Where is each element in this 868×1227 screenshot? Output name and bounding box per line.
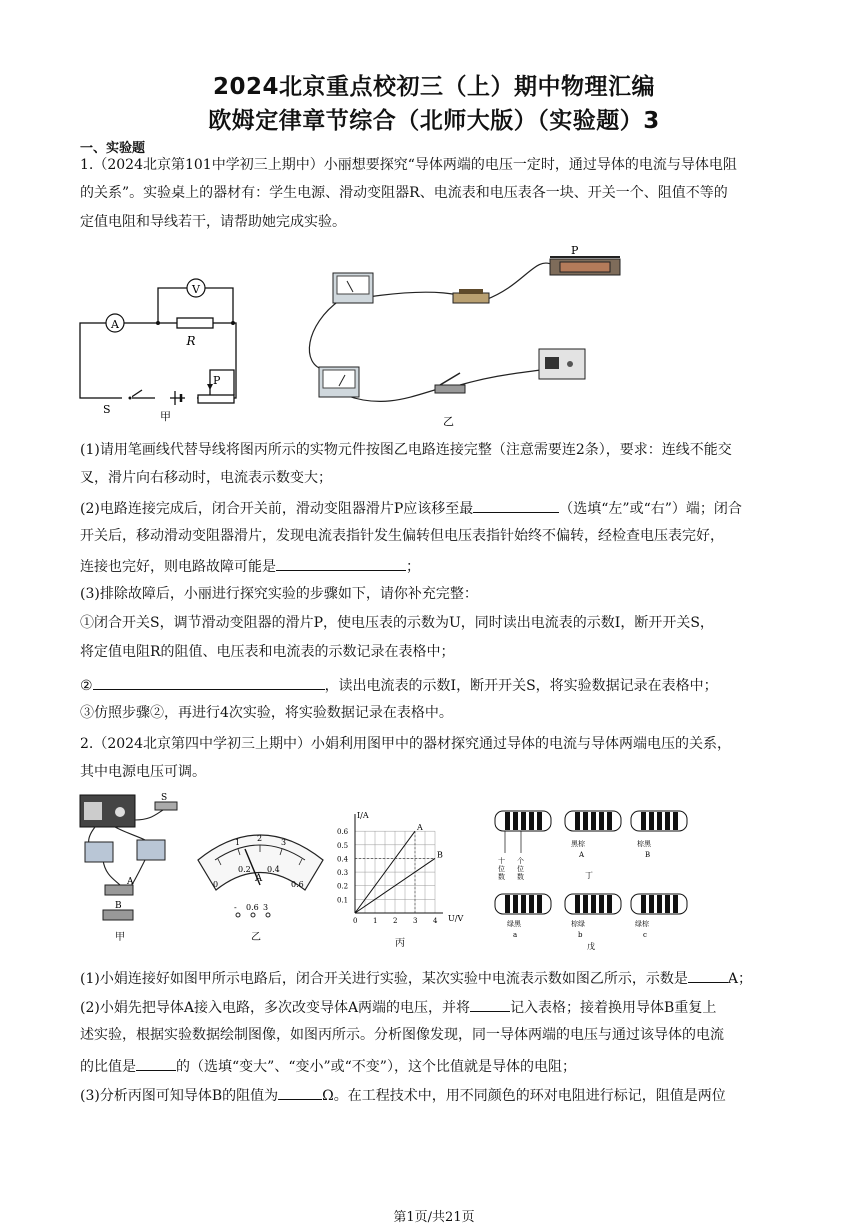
q1-step2: ② ，读出电流表的示数I，断开开关S，将实验数据记录在表格中；	[80, 678, 718, 694]
resistor-bands-B	[631, 811, 687, 831]
q2-color-band-resistors	[493, 808, 693, 953]
q1-sub2-line-1: (2)电路连接完成后，闭合开关前，滑动变阻器滑片P应该移至最 （选填“左”或“右”）端；闭合	[80, 501, 742, 517]
svg-text:绿黑: 绿黑	[507, 920, 521, 928]
svg-text:绿棕: 绿棕	[635, 920, 649, 928]
q1-step1-line-2: 将定值电阻R的阻值、电压表和电流表的示数记录在表格中；	[80, 644, 455, 660]
q1-sub2-line-3: 连接也完好，则电路故障可能是 ；	[80, 559, 420, 575]
q2-ammeter-dial-yi	[193, 815, 328, 945]
graph-ytick: 0.5	[337, 841, 349, 850]
svg-text:棕绿: 棕绿	[571, 920, 585, 928]
answer-blank-fault[interactable]	[276, 558, 406, 571]
q1-line-1: 1.（2024北京第101中学初三上期中）小丽想要探究“导体两端的电压一定时，通过导体的电流与导体电阻	[80, 157, 737, 173]
svg-text:0.2: 0.2	[238, 865, 251, 874]
svg-text:B: B	[115, 901, 122, 911]
svg-text:十: 十	[498, 857, 505, 865]
graph-ytick: 0.1	[337, 896, 349, 905]
voltmeter-device	[319, 367, 359, 397]
graph-ytick: 0.2	[337, 882, 349, 891]
answer-blank-slider-end[interactable]	[473, 500, 559, 513]
svg-text:3: 3	[263, 903, 269, 912]
q1-apparatus-diagram-yi	[295, 245, 635, 430]
resistor-bands-a	[495, 894, 551, 914]
graph-xtick: 0	[353, 917, 358, 925]
svg-text:棕黑: 棕黑	[637, 840, 651, 848]
svg-text:黑棕: 黑棕	[571, 840, 585, 848]
answer-blank-step2[interactable]	[93, 677, 325, 690]
power-supply-device	[539, 349, 585, 379]
fig-label-jia-2: 甲	[115, 932, 125, 943]
fig-label-yi-2: 乙	[251, 932, 261, 943]
section-heading: 一、实验题	[80, 141, 146, 156]
voltmeter-symbol-label: V	[192, 283, 200, 296]
ammeter-symbol-label: A	[111, 318, 119, 331]
svg-text:A: A	[579, 851, 585, 859]
q2-sub2-line-1: (2)小娟先把导体A接入电路，多次改变导体A两端的电压，并将 记入表格；接着换用导体B重复上	[80, 1000, 717, 1016]
resistor-bands-c	[631, 894, 687, 914]
meter-unit: A	[255, 873, 263, 884]
q1-circuit-diagram-jia	[70, 270, 270, 430]
svg-text:位: 位	[517, 865, 524, 873]
q1-sub3-intro: (3)排除故障后，小丽进行探究实验的步骤如下，请你补充完整：	[80, 586, 478, 602]
svg-text:个: 个	[517, 857, 524, 865]
resistor-label-R: R	[186, 334, 196, 348]
svg-text:0.6: 0.6	[291, 880, 304, 889]
resistor-device	[453, 289, 489, 303]
fig-label-bing: 丙	[395, 938, 405, 948]
ammeter-device	[333, 273, 373, 303]
q1-line-2: 的关系”。实验桌上的器材有：学生电源、滑动变阻器R、电流表和电压表各一块、开关一个、阻值不等的	[80, 185, 728, 201]
graph-ytick: 0.6	[337, 828, 349, 837]
q1-sub1-line-1: (1)请用笔画线代替导线将图丙所示的实物元件按图乙电路连接完整（注意需要连2条），要求：连线不能交	[80, 442, 732, 458]
answer-blank-resistance-B[interactable]	[278, 1087, 322, 1100]
graph-xtick: 1	[373, 917, 378, 925]
graph-line-label-B: B	[437, 850, 443, 860]
svg-text:位: 位	[498, 865, 505, 873]
resistor-bands-digit-key	[495, 811, 551, 831]
q2-line-1: 2.（2024北京第四中学初三上期中）小娟利用图甲中的器材探究通过导体的电流与导体两端电压的关系，	[80, 736, 731, 752]
q1-line-3: 定值电阻和导线若干，请帮助她完成实验。	[80, 214, 346, 230]
q2-sub2-line-2: 述实验，根据实验数据绘制图像，如图丙所示。分析图像发现，同一导体两端的电压与通过该导体的电流	[80, 1027, 724, 1043]
fig-label-wu: 戊	[587, 942, 595, 951]
svg-text:B: B	[645, 851, 651, 859]
graph-line-label-A: A	[417, 823, 423, 833]
graph-ytick: 0.3	[337, 869, 349, 878]
svg-text:b: b	[578, 931, 583, 939]
q1-step1-line-1: ①闭合开关S，调节滑动变阻器的滑片P，使电压表的示数为U，同时读出电流表的示数I，断开开关S，	[80, 615, 714, 631]
page-footer: 第1页/共21页	[393, 1210, 475, 1225]
svg-text:0: 0	[213, 880, 219, 889]
slider-label-P: P	[213, 374, 221, 387]
svg-text:c: c	[643, 931, 647, 939]
svg-text:-: -	[234, 903, 237, 912]
fig-label-ding: 丁	[585, 871, 593, 880]
graph-xtick: 4	[433, 917, 438, 925]
fig-label-yi: 乙	[443, 415, 454, 428]
rheostat-label-P: P	[571, 245, 579, 257]
svg-text:3: 3	[281, 838, 287, 847]
answer-blank-record[interactable]	[470, 999, 510, 1012]
resistor-bands-b	[565, 894, 621, 914]
svg-text:0.4: 0.4	[267, 865, 280, 874]
graph-xtick: 2	[393, 917, 398, 925]
switch-device	[435, 373, 465, 393]
graph-xtick: 3	[413, 917, 418, 925]
resistor-bands-A	[565, 811, 621, 831]
graph-ylabel: I/A	[357, 811, 369, 820]
title-line-2: 欧姆定律章节综合（北师大版）（实验题）3	[208, 108, 660, 134]
svg-text:2: 2	[257, 834, 263, 843]
svg-text:a: a	[513, 931, 518, 939]
q2-sub1: (1)小娟连接好如图甲所示电路后，闭合开关进行实验，某次实验中电流表示数如图乙所示，示数是 A；	[80, 971, 752, 987]
title-line-1: 2024北京重点校初三（上）期中物理汇编	[212, 74, 655, 100]
q1-step3: ③仿照步骤②，再进行4次实验，将实验数据记录在表格中。	[80, 705, 453, 721]
switch-label-S: S	[103, 403, 111, 416]
fig-label-jia: 甲	[160, 410, 171, 423]
q2-sub2-line-3: 的比值是 的（选填“变大”、“变小”或“不变”），这个比值就是导体的电阻；	[80, 1059, 576, 1075]
answer-blank-current-reading[interactable]	[688, 970, 728, 983]
q1-sub1-line-2: 叉，滑片向右移动时，电流表示数变大；	[80, 470, 332, 486]
svg-text:1: 1	[235, 838, 241, 847]
graph-ytick: 0.4	[337, 855, 349, 864]
q2-apparatus-diagram-jia	[75, 790, 185, 945]
graph-xlabel: U/V	[448, 914, 464, 923]
svg-text:S: S	[161, 793, 168, 803]
svg-text:A: A	[127, 877, 134, 887]
rheostat-device	[550, 245, 620, 275]
svg-text:数: 数	[517, 873, 524, 881]
q2-line-2: 其中电源电压可调。	[80, 764, 206, 780]
q1-sub2-line-2: 开关后，移动滑动变阻器滑片，发现电流表指针发生偏转但电压表指针始终不偏转，经检查电压表完好，	[80, 528, 724, 544]
svg-text:0.6: 0.6	[246, 903, 259, 912]
q2-sub3: (3)分析丙图可知导体B的阻值为 Ω。在工程技术中，用不同颜色的环对电阻进行标记，阻值是两位	[80, 1088, 726, 1104]
answer-blank-ratio[interactable]	[136, 1058, 176, 1071]
q2-iu-graph-bing	[335, 808, 470, 948]
svg-text:数: 数	[498, 873, 505, 881]
